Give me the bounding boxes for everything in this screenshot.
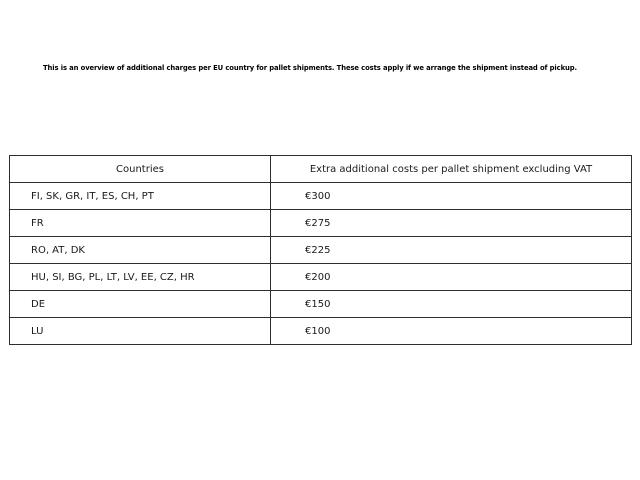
intro-text: This is an overview of additional charges per EU country for pallet shipments. These costs apply if we arrange the shipment instead of pickup. (43, 64, 577, 72)
cost-cell: €100 (271, 318, 632, 345)
cost-cell: €275 (271, 210, 632, 237)
countries-column-header: Countries (10, 156, 271, 183)
countries-cell: LU (10, 318, 271, 345)
table-row (10, 210, 632, 237)
table-header-row (10, 156, 632, 183)
cost-cell: €225 (271, 237, 632, 264)
cost-cell: €200 (271, 264, 632, 291)
table-row (10, 183, 632, 210)
table-row (10, 237, 632, 264)
cost-cell: €150 (271, 291, 632, 318)
table-row (10, 291, 632, 318)
countries-cell: RO, AT, DK (10, 237, 271, 264)
table-row (10, 318, 632, 345)
countries-cell: HU, SI, BG, PL, LT, LV, EE, CZ, HR (10, 264, 271, 291)
charges-table (9, 155, 632, 345)
countries-cell: FI, SK, GR, IT, ES, CH, PT (10, 183, 271, 210)
cost-cell: €300 (271, 183, 632, 210)
countries-cell: DE (10, 291, 271, 318)
table-row (10, 264, 632, 291)
costs-column-header: Extra additional costs per pallet shipment excluding VAT (271, 156, 632, 183)
countries-cell: FR (10, 210, 271, 237)
